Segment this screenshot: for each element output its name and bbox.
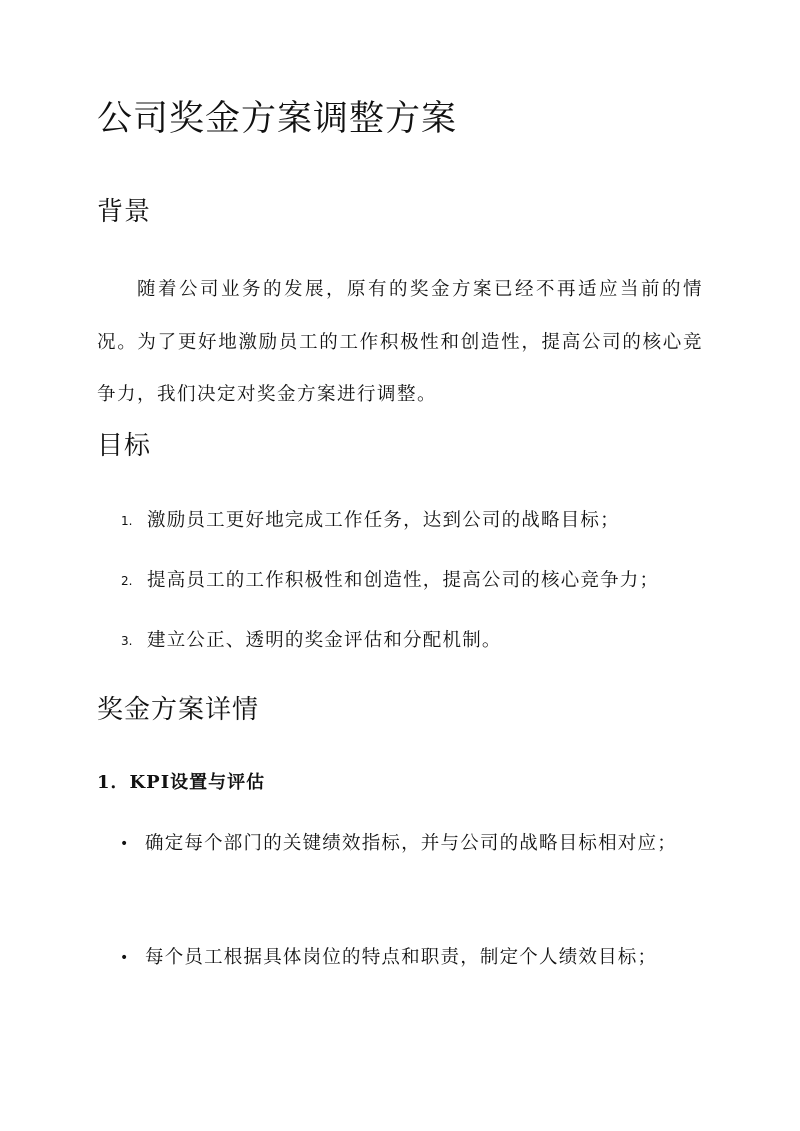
goal-list-item-3: [97, 628, 703, 654]
background-paragraph: 随着公司业务的发展，原有的奖金方案已经不再适应当前的情况。为了更好地激励员工的工作积极性和创造性，提高公司的核心竞争力，我们决定对奖金方案进行调整。: [97, 279, 703, 405]
goal-list-item-2: [97, 568, 703, 594]
section-heading-details: 奖金方案详情: [97, 695, 260, 725]
bullet-item-text: 每个员工根据具体岗位的特点和职责，制定个人绩效目标；: [145, 947, 658, 968]
details-bullet-item-2: [97, 932, 703, 985]
bullet-icon: •: [120, 950, 130, 966]
details-bullet-item-1: [97, 818, 703, 871]
list-item-text: 激励员工更好地完成工作任务，达到公司的战略目标；: [147, 510, 620, 531]
list-number: 3.: [121, 634, 133, 648]
section-heading-goals: 目标: [97, 431, 152, 461]
section-heading-background: 背景: [97, 197, 152, 227]
goal-list-item-1: [97, 508, 703, 534]
bullet-icon: •: [120, 836, 130, 852]
list-item-text: 建立公正、透明的奖金评估和分配机制。: [147, 630, 502, 651]
document-title: 公司奖金方案调整方案: [97, 99, 458, 139]
bullet-item-text: 确定每个部门的关键绩效指标，并与公司的战略目标相对应；: [145, 833, 677, 854]
list-number: 1.: [121, 514, 133, 528]
list-item-text: 提高员工的工作积极性和创造性，提高公司的核心竞争力；: [147, 570, 660, 591]
list-number: 2.: [121, 574, 133, 588]
subsection-heading-kpi: 1．KPI设置与评估: [97, 772, 266, 793]
